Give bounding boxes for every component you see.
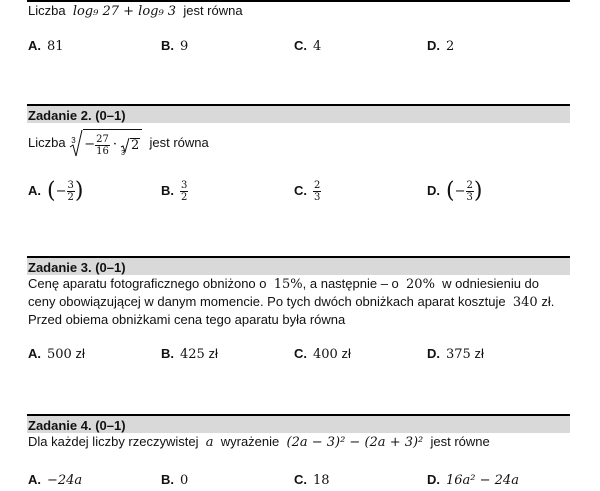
option-label: B.: [161, 346, 174, 361]
q4-option-b[interactable]: [161, 470, 188, 491]
q3-stem-line-2: [28, 293, 554, 312]
option-label: A.: [28, 38, 41, 53]
option-unit: zł: [474, 346, 484, 361]
q4-header: Zadanie 4. (0–1): [27, 414, 570, 433]
option-fraction: [313, 180, 321, 203]
option-label: A.: [28, 472, 41, 487]
q3-text: Cenę aparatu fotograficznego obniżono o: [28, 276, 267, 291]
q1-option-b[interactable]: [161, 36, 188, 57]
option-value: 18: [313, 473, 330, 488]
q4-text: Dla każdej liczby rzeczywistej: [28, 434, 199, 449]
option-sign: −: [454, 183, 466, 199]
q2-root-fraction: [95, 134, 110, 157]
q2-option-b[interactable]: [161, 180, 188, 203]
fraction-denominator: 3: [314, 192, 321, 203]
multiply-dot: ·: [112, 137, 117, 152]
q2-header: Zadanie 2. (0–1): [27, 104, 570, 123]
q4-text: wyrażenie: [220, 434, 280, 449]
option-label: C.: [294, 182, 307, 198]
option-value: 4: [313, 39, 322, 54]
q3-text: w odniesieniu do: [442, 276, 540, 291]
option-label: D.: [427, 38, 440, 53]
option-value: 0: [180, 473, 189, 488]
q1-option-a[interactable]: [28, 36, 64, 57]
q2-option-a[interactable]: A. (− $\frac{3}{2}$ ): [28, 178, 84, 204]
option-unit: zł: [75, 346, 85, 361]
option-fraction: [180, 180, 188, 203]
option-sign: −: [55, 183, 67, 199]
root-index: 3: [71, 136, 76, 145]
option-value: 400: [313, 347, 338, 362]
root-sign: −: [84, 137, 96, 152]
q3-currency: zł.: [541, 294, 555, 309]
option-value: 16a² − 24a: [446, 473, 519, 488]
q2-stem-suffix: jest równa: [149, 134, 209, 150]
option-label: B.: [161, 182, 174, 198]
option-value: 425: [180, 347, 205, 362]
q2-inner-cube-root: [120, 137, 140, 157]
q4-expression: (2a − 3)² − (2a + 3)²: [286, 435, 424, 450]
option-value: 2: [446, 39, 455, 54]
q2-stem-prefix: Liczba: [28, 134, 66, 150]
q1-stem-suffix: jest równa: [183, 3, 243, 18]
fraction-numerator: 2: [466, 180, 473, 191]
option-label: B.: [161, 472, 174, 487]
q3-header: Zadanie 3. (0–1): [27, 256, 570, 275]
option-label: C.: [294, 38, 307, 53]
q4-option-c[interactable]: [294, 470, 330, 491]
q1-option-c[interactable]: [294, 36, 321, 57]
option-label: D.: [427, 472, 440, 487]
option-value: −24a: [47, 473, 83, 488]
option-unit: zł: [208, 346, 218, 361]
option-fraction: [67, 180, 75, 203]
q3-option-c[interactable]: [294, 344, 351, 365]
q3-stem-line-3: Przed obiema obniżkami cena tego aparatu była równa: [28, 312, 346, 327]
q3-stem-line-1: [28, 275, 539, 294]
fraction-numerator: 27: [96, 133, 109, 145]
q4-variable: a: [205, 435, 214, 450]
option-value: 81: [47, 39, 64, 54]
option-fraction: [466, 180, 474, 203]
q3-text: , a następnie – o: [302, 276, 399, 291]
q4-option-d[interactable]: [427, 470, 519, 491]
q3-option-a[interactable]: [28, 344, 85, 365]
inner-root-index: 3: [120, 150, 125, 157]
option-label: A.: [28, 182, 41, 198]
option-label: D.: [427, 346, 440, 361]
q4-text: jest równe: [430, 434, 490, 449]
fraction-numerator: 2: [314, 180, 321, 191]
q1-stem: [28, 2, 243, 21]
q3-percent-2: 20%: [406, 277, 435, 292]
fraction-denominator: 2: [181, 192, 188, 203]
q1-stem-math: log₉ 27 + log₉ 3: [72, 4, 177, 19]
option-value: 375: [446, 347, 471, 362]
option-unit: zł: [341, 346, 351, 361]
q1-stem-prefix: Liczba: [28, 3, 66, 18]
q1-option-d[interactable]: [427, 36, 454, 57]
q3-option-d[interactable]: [427, 344, 484, 365]
fraction-denominator: 16: [96, 145, 109, 157]
option-label: A.: [28, 346, 41, 361]
q3-option-b[interactable]: [161, 344, 218, 365]
q4-stem: [28, 433, 490, 452]
option-label: C.: [294, 346, 307, 361]
option-value: 9: [180, 39, 189, 54]
q2-stem: [28, 128, 209, 158]
q3-price: 340: [512, 295, 538, 310]
q2-cube-root-expression: [69, 128, 142, 159]
fraction-numerator: 3: [181, 180, 188, 191]
fraction-denominator: 2: [67, 192, 74, 203]
fraction-numerator: 3: [67, 180, 74, 191]
q2-option-c[interactable]: [294, 180, 321, 203]
option-label: D.: [427, 182, 440, 198]
option-value: 500: [47, 347, 72, 362]
fraction-denominator: 3: [466, 192, 473, 203]
inner-root-arg: 2: [130, 137, 140, 153]
q4-option-a[interactable]: [28, 470, 82, 491]
option-label: B.: [161, 38, 174, 53]
q3-text: ceny obowiązującej w danym momencie. Po tych dwóch obniżkach aparat kosztuje: [28, 294, 506, 309]
q3-percent-1: 15%: [273, 277, 303, 292]
option-label: C.: [294, 472, 307, 487]
q2-option-d[interactable]: D. (− $\frac{2}{3}$ ): [427, 178, 483, 204]
